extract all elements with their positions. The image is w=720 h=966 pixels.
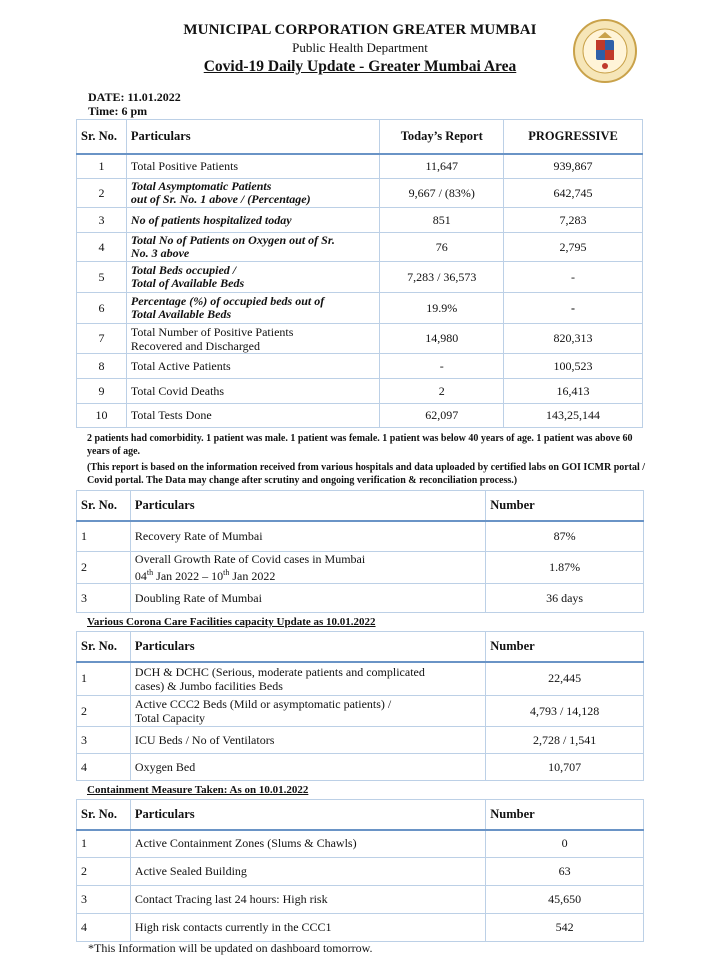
- table-row: 1 Total Positive Patients 11,647 939,867: [77, 154, 643, 179]
- capacity-table: [76, 631, 644, 781]
- table-row: 3 Doubling Rate of Mumbai 36 days: [77, 584, 644, 613]
- table-row: 3 ICU Beds / No of Ventilators 2,728 / 1,541: [77, 727, 644, 754]
- header-number: Number: [486, 632, 644, 662]
- header-particulars: Particulars: [130, 632, 485, 662]
- header-sr-no: Sr. No.: [77, 632, 131, 662]
- header-sr-no: Sr. No.: [77, 491, 131, 521]
- header-particulars: Particulars: [130, 800, 485, 830]
- containment-section-title: Containment Measure Taken: As on 10.01.2022: [87, 784, 309, 796]
- table-row: 1 Recovery Rate of Mumbai 87%: [77, 521, 644, 552]
- capacity-section-title: Various Corona Care Facilities capacity Update as 10.01.2022: [87, 616, 376, 628]
- containment-table: [76, 799, 644, 942]
- table-row: 8 Total Active Patients - 100,523: [77, 354, 643, 379]
- table-row: 7 Total Number of Positive Patients Recovered and Discharged 14,980 820,313: [77, 324, 643, 354]
- header-todays-report: Today’s Report: [380, 120, 504, 154]
- table-row: 6 Percentage (%) of occupied beds out of Total Available Beds 19.9% -: [77, 293, 643, 324]
- rates-table: [76, 490, 644, 613]
- table-row: 2 Active CCC2 Beds (Mild or asymptomatic patients) / Total Capacity 4,793 / 14,128: [77, 696, 644, 727]
- table-row: 4 Oxygen Bed 10,707: [77, 754, 644, 781]
- mcgm-seal-logo: [572, 18, 638, 84]
- header-sr-no: Sr. No.: [77, 800, 131, 830]
- table-row: 1 Active Containment Zones (Slums & Chawls) 0: [77, 830, 644, 858]
- header-number: Number: [486, 491, 644, 521]
- disclaimer-note: (This report is based on the information received from various hospitals and data uploaded by certified labs on GOI ICMR portal / Covid portal. The Data may change after scrutiny and ongoing verification & reconciliation process.): [87, 462, 646, 486]
- table-row: 9 Total Covid Deaths 2 16,413: [77, 379, 643, 404]
- header-particulars: Particulars: [130, 491, 485, 521]
- organization-name: MUNICIPAL CORPORATION GREATER MUMBAI: [183, 22, 537, 38]
- table-header-row: [77, 632, 644, 662]
- header-progressive: PROGRESSIVE: [504, 120, 643, 154]
- table-row: 2 Total Asymptomatic Patients out of Sr. No. 1 above / (Percentage) 9,667 / (83%) 642,745: [77, 179, 643, 208]
- table-row: 4 High risk contacts currently in the CCC1 542: [77, 914, 644, 942]
- table-row: 1 DCH & DCHC (Serious, moderate patients and complicated cases) & Jumbo facilities Beds 22,445: [77, 662, 644, 696]
- table-header-row: [77, 491, 644, 521]
- table-header-row: [77, 120, 643, 154]
- report-date: DATE: 11.01.2022: [88, 90, 181, 104]
- table-row: 2 Active Sealed Building 63: [77, 858, 644, 886]
- table-row: 5 Total Beds occupied / Total of Available Beds 7,283 / 36,573 -: [77, 262, 643, 293]
- header-particulars: Particulars: [126, 120, 379, 154]
- header-number: Number: [486, 800, 644, 830]
- table-row: 3 No of patients hospitalized today 851 7,283: [77, 208, 643, 233]
- daily-update-table: [76, 119, 643, 428]
- header-sr-no: Sr. No.: [77, 120, 127, 154]
- table-header-row: [77, 800, 644, 830]
- report-time: Time: 6 pm: [88, 104, 148, 118]
- footer-note: *This Information will be updated on dashboard tomorrow.: [88, 941, 373, 955]
- table-row: 10 Total Tests Done 62,097 143,25,144: [77, 404, 643, 428]
- document-title: Covid-19 Daily Update - Greater Mumbai Area: [203, 58, 517, 75]
- department-name: Public Health Department: [292, 40, 428, 55]
- table-row: 3 Contact Tracing last 24 hours: High risk 45,650: [77, 886, 644, 914]
- date-time-block: [88, 90, 181, 118]
- comorbidity-note: 2 patients had comorbidity. 1 patient was male. 1 patient was female. 1 patient was below 40 years of age. 1 patient was above 60 years of age.: [87, 433, 633, 457]
- table-row: 2 Overall Growth Rate of Covid cases in Mumbai 04th Jan 2022 – 10th Jan 2022 1.87%: [77, 552, 644, 584]
- table-row: 4 Total No of Patients on Oxygen out of Sr. No. 3 above 76 2,795: [77, 233, 643, 262]
